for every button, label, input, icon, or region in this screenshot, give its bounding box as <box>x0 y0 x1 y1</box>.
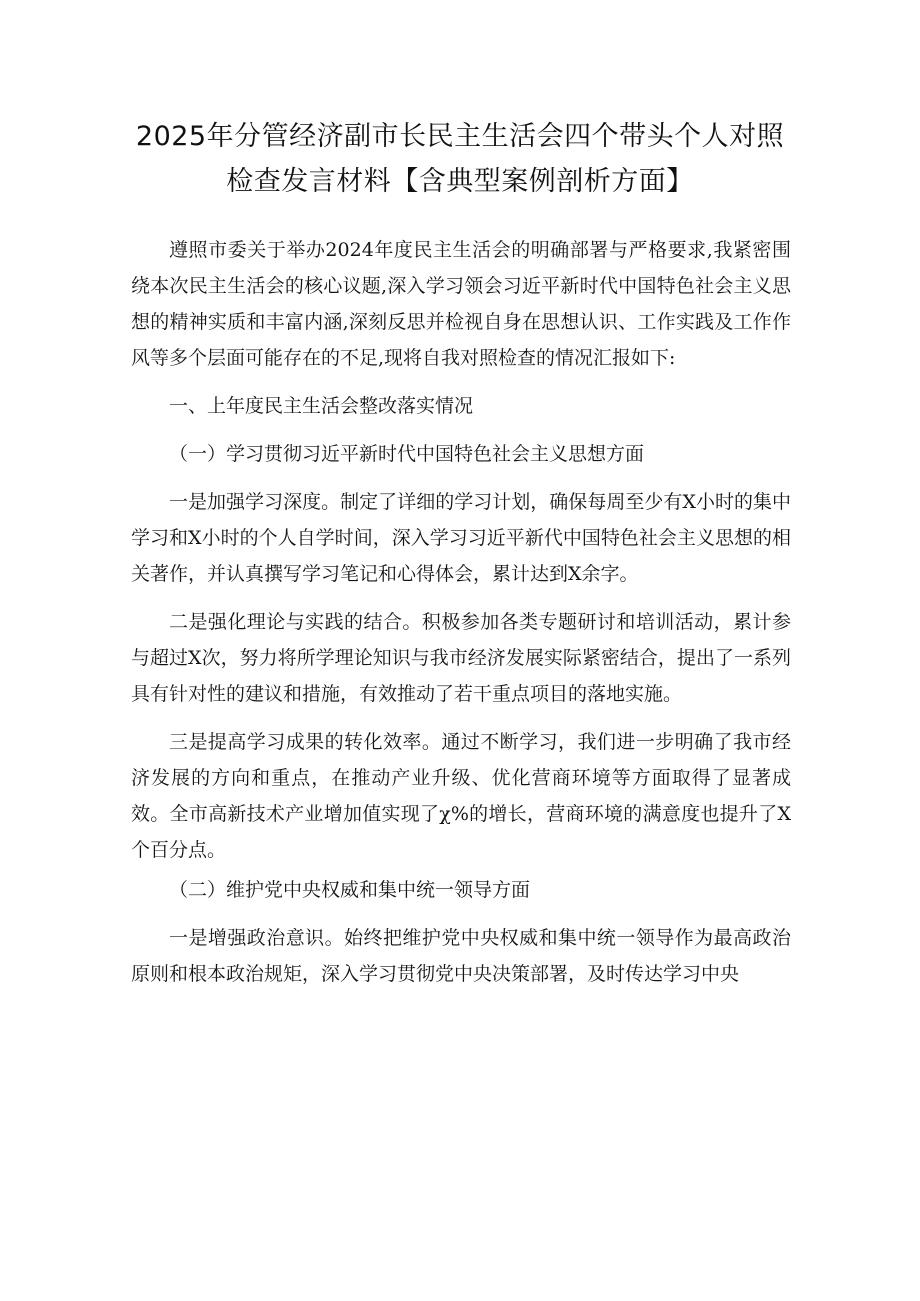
paragraph-results-conversion: 三是提高学习成果的转化效率。通过不断学习，我们进一步明确了我市经济发展的方向和重点，在推动产业升级、优化营商环境等方面取得了显著成效。全市高新技术产业增加值实现了χ%的增长，营商环境的满意度也提升了X个百分点。 <box>131 731 791 861</box>
subsection-heading-1: （一）学习贯彻习近平新时代中国特色社会主义思想方面 <box>169 443 645 465</box>
paragraph-study-depth: 一是加强学习深度。制定了详细的学习计划，确保每周至少有X小时的集中学习和X小时的个人自学时间，深入学习习近平新代中国特色社会主义思想的相关著作，并认真撰写学习笔记和心得体会，累计达到X余字。 <box>131 491 791 585</box>
title-line-2: 检查发言材料【含典型案例剖析方面】 <box>226 166 694 197</box>
document-title <box>110 114 810 204</box>
section-heading-1: 一、上年度民主生活会整改落实情况 <box>169 395 474 417</box>
document-body <box>131 232 791 1004</box>
paragraph-political-awareness: 一是增强政治意识。始终把维护党中央权威和集中统一领导作为最高政治原则和根本政治规矩，深入学习贯彻党中央决策部署，及时传达学习中央 <box>131 927 791 985</box>
intro-paragraph: 遵照市委关于举办2024年度民主生活会的明确部署与严格要求,我紧密围绕本次民主生活会的核心议题,深入学习领会习近平新时代中国特色社会主义思想的精神实质和丰富内涵,深刻反思并检视自身在思想认识、工作实践及工作作风等多个层面可能存在的不足,现将自我对照检查的情况汇报如下: <box>131 239 791 369</box>
subsection-heading-2: （二）维护党中央权威和集中统一领导方面 <box>169 879 531 901</box>
paragraph-theory-practice: 二是强化理论与实践的结合。积极参加各类专题研讨和培训活动，累计参与超过X次，努力将所学理论知识与我市经济发展实际紧密结合，提出了一系列具有针对性的建议和措施，有效推动了若干重点项目的落地实施。 <box>131 611 791 705</box>
title-line-1: 2025年分管经济副市长民主生活会四个带头个人对照 <box>135 121 785 152</box>
